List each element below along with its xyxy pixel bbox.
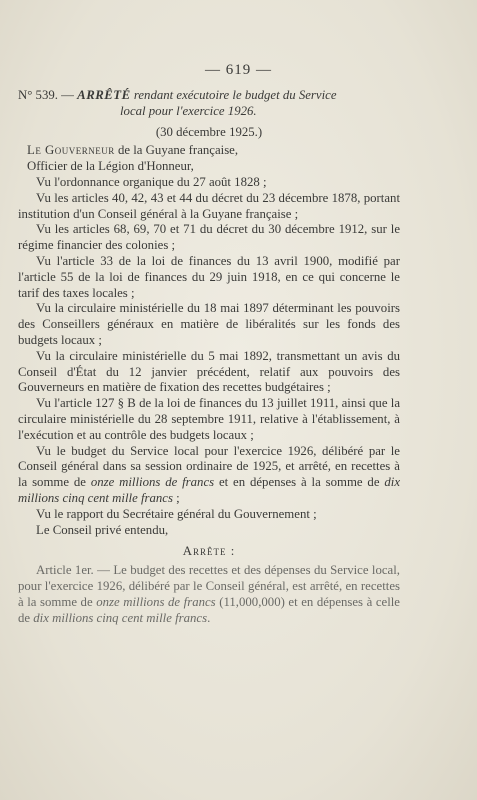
recettes-amount: onze millions de francs: [90, 475, 215, 490]
visa-paragraph: Vu la circulaire ministérielle du 5 mai 1892, transmettant un avis du Conseil d'État du 12 janvier précédent, relatif aux pouvoirs des Gouverneurs en matière de fixation des recettes budgétaires ;: [18, 348, 400, 395]
arrete-heading: Arrête :: [182, 544, 236, 559]
article-1: Article 1er. — Le budget des recettes et des dépenses du Service local, pour l'exercice 1926, délibéré par le Conseil général, est arrêté, en recettes à la somme de onze millions de francs (11,000,000) et en dépenses à celle de dix millions cinq cent mille francs.: [18, 563, 400, 625]
visa-paragraph: Vu les articles 68, 69, 70 et 71 du décret du 30 décembre 1912, sur le régime financier des colonies ;: [18, 222, 400, 253]
decree-title-line1: rendant exécutoire le budget du Service: [130, 88, 337, 102]
decree-title: [18, 88, 400, 120]
visa-paragraph: Vu l'article 33 de la loi de finances du 13 avril 1900, modifié par l'article 55 de la loi de finances du 29 juin 1918, en ce qui concerne le tarif des taxes locales ;: [18, 253, 400, 300]
decree-keyword: ARRÊTÉ: [77, 88, 131, 102]
visa-budget-paragraph: Vu le budget du Service local pour l'exercice 1926, délibéré par le Conseil général dans sa session ordinaire de 1925, et arrêté, en recettes à la somme de onze millions de francs et en dépenses à la somme de dix millions cinq cent mille francs ;: [18, 443, 400, 505]
authority-line2: Officier de la Légion d'Honneur,: [27, 159, 194, 174]
visa-paragraph: Vu les articles 40, 42, 43 et 44 du décret du 23 décembre 1878, portant institution d'un Conseil général à la Guyane française ;: [18, 190, 400, 221]
decree-number: N° 539. —: [18, 88, 74, 102]
visa-rapport: Vu le rapport du Secrétaire général du Gouvernement ;: [36, 506, 317, 521]
decree-date: (30 décembre 1925.): [155, 124, 263, 139]
authority-line1: Le Gouverneur de la Guyane française,: [27, 143, 239, 158]
document-body: [18, 88, 400, 626]
depenses-amount: dix millions cinq cent mille francs: [18, 475, 400, 505]
conseil-line: Le Conseil privé entendu,: [36, 522, 169, 537]
visa-paragraph: Vu l'article 127 § B de la loi de finances du 13 juillet 1911, ainsi que la circulaire ministérielle du 28 septembre 1911, relative à l'établissement, à l'exécution et au contrôle des budgets locaux ;: [18, 396, 400, 442]
visa-paragraph: Vu l'ordonnance organique du 27 août 1828 ;: [36, 174, 267, 189]
article-1-label: Article 1er. —: [36, 563, 110, 578]
visa-paragraph: Vu la circulaire ministérielle du 18 mai 1897 déterminant les pouvoirs des Conseillers généraux en matière de libéralités sur les fonds des budgets locaux ;: [18, 301, 400, 347]
page-number: — 619 —: [205, 62, 272, 78]
decree-title-line2: local pour l'exercice 1926.: [120, 103, 257, 118]
